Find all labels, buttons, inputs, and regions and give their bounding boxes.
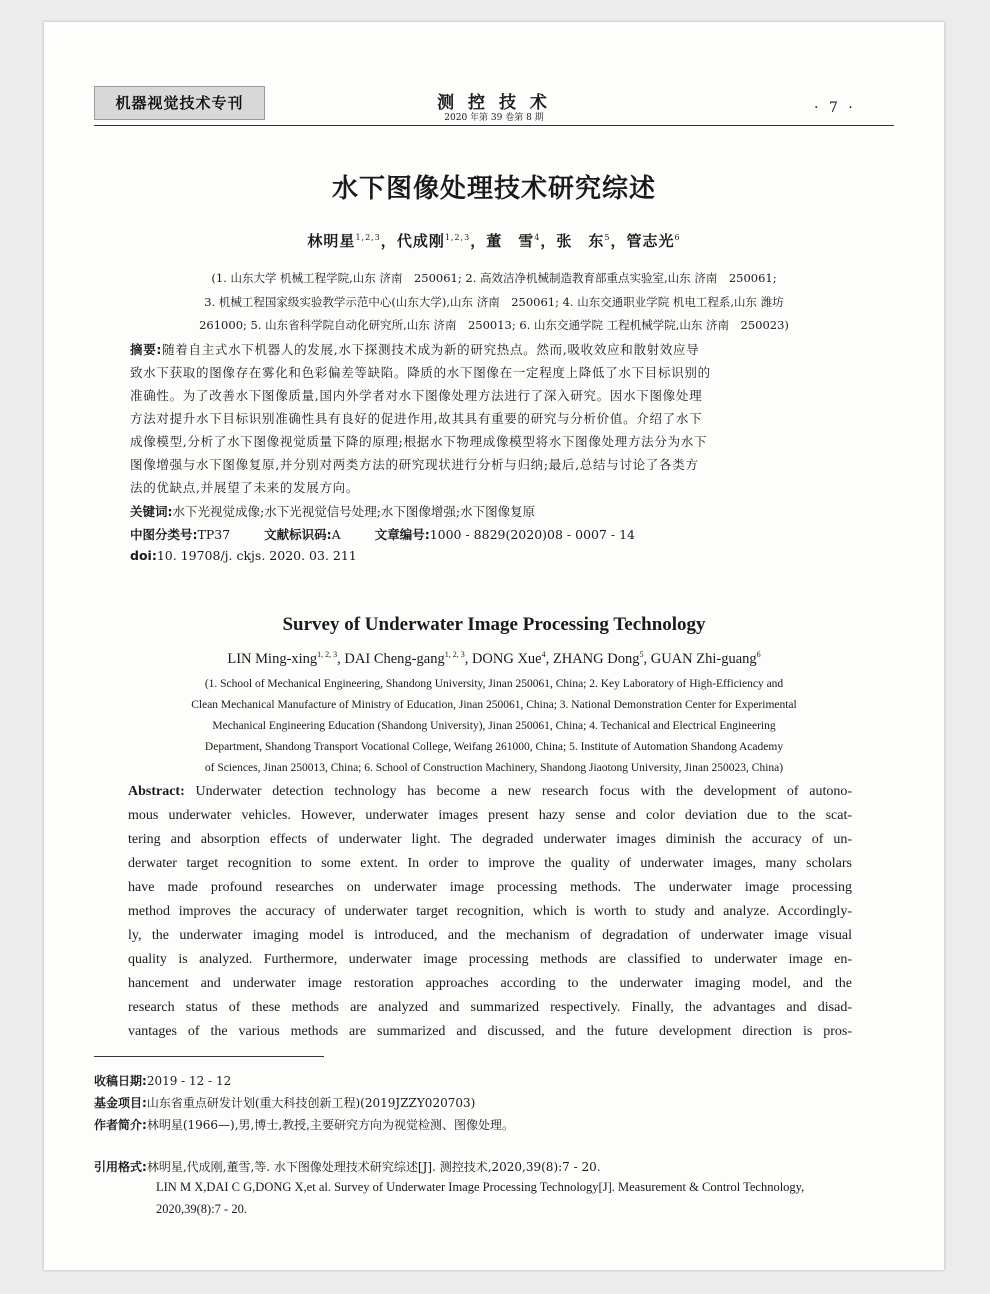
paper-page [44,22,944,1270]
clc-label: 中图分类号: [130,527,198,542]
cn-author: 管志光 [626,232,675,250]
cn-author: 张 东 [556,232,605,250]
clc-value: TP37 [197,527,231,542]
cn-author: 林明星 [307,232,356,250]
en-author-sup: 4 [541,650,546,659]
en-abstract-label: Abstract: [128,784,185,799]
en-author: LIN Ming-xing [227,650,318,667]
cn-abstract-line: 成像模型,分析了水下图像视觉质量下降的原理;根据水下物理成像模型将水下图像处理方法分为水下 [130,434,708,449]
cn-abstract-line: 方法对提升水下目标识别准确性具有良好的促进作用,故其具有重要的研究与分析价值。介绍了水下 [130,411,703,426]
cn-doi [130,548,357,563]
en-author-sup: 5 [639,650,644,659]
en-author: GUAN Zhi-guang [650,650,757,667]
citation-en-line: LIN M X,DAI C G,DONG X,et al. Survey of Underwater Image Processing Technology[J]. Measurement & Control Technology, [156,1180,805,1194]
cn-author: 代成刚 [396,232,445,250]
en-affiliation-line: (1. School of Mechanical Engineering, Shandong University, Jinan 250061, China; 2. Key Laboratory of High-Efficiency and [204,678,784,690]
cn-author-sup: 1,2,3 [355,233,381,242]
en-abstract-line: derwater target recognition to some extent. In order to improve the quality of underwater images, many scholars [128,856,852,871]
footnote-rule [94,1056,324,1057]
en-affiliation-line: Department, Shandong Transport Vocational College, Weifang 261000, China; 5. Institute of Automation Shandong Academy [204,741,784,753]
citation-en-line: 2020,39(8):7 - 20. [156,1202,247,1216]
column-badge: 机器视觉技术专刊 [94,86,265,120]
en-abstract-line: tering and absorption effects of underwater light. The degraded underwater images diminish the accuracy of un- [128,832,852,847]
cn-keywords [130,502,535,520]
cn-abstract-line: 致水下获取的图像存在雾化和色彩偏差等缺陷。降质的水下图像在一定程度上降低了水下目标识别的 [130,365,711,380]
cn-classification [130,525,635,543]
doi-label: doi: [130,548,157,563]
en-author-sup: 1, 2, 3 [444,650,465,659]
cn-abstract-line: 准确性。为了改善水下图像质量,国内外学者对水下图像处理方法进行了深入研究。因水下图像处理 [130,388,703,403]
en-author: DAI Cheng-gang [344,650,445,667]
en-affiliation-line: Mechanical Engineering Education (Shandong University), Jinan 250061, China; 4. Techanical and Electrical Engineering [212,720,776,732]
en-affiliation-line: Clean Mechanical Manufacture of Ministry of Education, Jinan 250061, China; 3. National Demonstration Center for Experimental [191,699,797,711]
cn-author: 董 雪 [486,232,535,250]
cn-author-sup: 1,2,3 [444,233,471,242]
en-abstract-line: quality is analyzed. Furthermore, underwater image processing methods are classified to underwater image en- [128,952,852,967]
cn-author-sup: 6 [674,233,681,242]
en-abstract-line: Abstract: Underwater detection technology has become a new research focus with the development of autono- [128,784,852,799]
doc-code-label: 文献标识码: [264,527,332,542]
doi-value: 10. 19708/j. ckjs. 2020. 03. 211 [156,548,357,563]
cn-author-sup: 5 [604,233,611,242]
cn-title: 水下图像处理技术研究综述 [331,174,656,204]
author-bio: 作者简介:林明星(1966—),男,博士,教授,主要研究方向为视觉检测、图像处理。 [94,1118,514,1132]
en-abstract-line: ly, the underwater imaging model is introduced, and the mechanism of degradation of underwater image visual [128,928,852,943]
cn-authors: 林明星$^{1,2,3}$，代成刚$^{1,2,3}$，董 雪$^4$，张 东$^5$，管志光$^6$ [307,232,681,250]
en-abstract-line: vantages of the various methods are summarized and discussed, and the future development direction is pros- [128,1024,852,1039]
en-abstract-line: hancement and underwater image restoration approaches according to the underwater imaging model, and the [128,976,852,991]
cn-affiliation-line: 261000; 5. 山东省科学院自动化研究所,山东 济南 250013; 6. 山东交通学院 工程机械学院,山东 济南 250023) [199,318,789,332]
cn-abstract-label: 摘要: [130,342,163,357]
en-authors: LIN Ming-xing$^{1, 2, 3}$, DAI Cheng-gang$^{1, 2, 3}$, DONG Xue$^4$, ZHANG Dong$^5$, GUAN Zhi-guang$^6$ [227,650,761,667]
keywords-value: 水下光视觉成像;水下光视觉信号处理;水下图像增强;水下图像复原 [172,504,536,519]
en-author-sup: 1, 2, 3 [317,650,338,659]
cn-author-sup: 4 [534,233,541,242]
cn-affiliation-line: 3. 机械工程国家级实验教学示范中心(山东大学),山东 济南 250061; 4. 山东交通职业学院 机电工程系,山东 潍坊 [204,295,784,309]
article-no-value: 1000 - 8829(2020)08 - 0007 - 14 [429,527,636,542]
en-abstract-line: mous underwater vehicles. However, underwater images present hazy sense and color deviation due to the scat- [128,808,852,823]
fund-info: 基金项目:山东省重点研发计划(重大科技创新工程)(2019JZZY020703) [94,1096,476,1110]
en-abstract-line: research status of these methods are analyzed and summarized respectively. Finally, the advantages and disad- [128,1000,852,1015]
received-date: 收稿日期:2019 - 12 - 12 [94,1074,232,1088]
en-abstract-line: have made profound researches on underwater image processing methods. The underwater image processing [128,880,852,895]
journal-name: 测 控 技 术 [437,93,551,113]
en-author-sup: 6 [756,650,761,659]
en-affiliation-line: of Sciences, Jinan 250013, China; 6. School of Construction Machinery, Shandong Jiaotong University, Jinan 250023, China) [204,762,784,774]
header-rule [94,125,894,126]
cn-abstract-line: 摘要:随着自主式水下机器人的发展,水下探测技术成为新的研究热点。然而,吸收效应和散射效应导 [130,342,700,357]
journal-issue: 2020 年第 39 卷第 8 期 [444,113,544,123]
en-abstract-line: method improves the accuracy of underwater target recognition, which is worth to study and analyze. Accordingly- [128,904,852,919]
en-title: Survey of Underwater Image Processing Technology [282,614,706,635]
article-no-label: 文章编号: [374,527,430,542]
cn-affiliation-line: (1. 山东大学 机械工程学院,山东 济南 250061; 2. 高效洁净机械制造教育部重点实验室,山东 济南 250061; [211,271,777,285]
cn-abstract-line: 图像增强与水下图像复原,并分别对两类方法的研究现状进行分析与归纳;最后,总结与讨论了各类方 [130,457,699,472]
en-author: DONG Xue [471,650,542,667]
keywords-label: 关键词: [130,504,173,519]
doc-code-value: A [331,527,341,542]
en-author: ZHANG Dong [552,650,640,667]
cn-abstract-line: 法的优缺点,并展望了未来的发展方向。 [130,480,360,495]
citation-cn: 引用格式:林明星,代成刚,董雪,等. 水下图像处理技术研究综述[J]. 测控技术,2020,39(8):7 - 20. [94,1160,601,1174]
page-number: · 7 · [814,100,856,116]
